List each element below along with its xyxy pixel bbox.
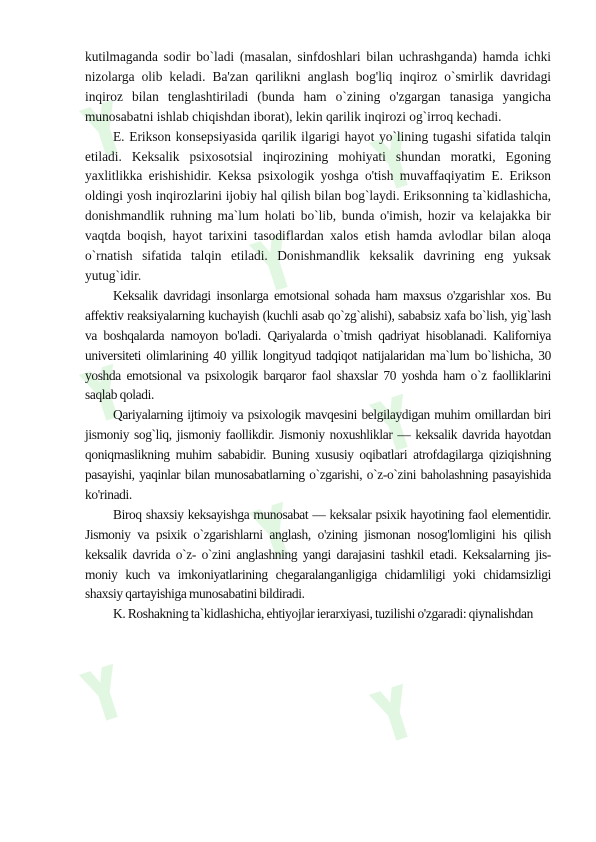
paragraph: Keksalik davridagi insonlarga emotsional sohada ham maxsus o'zgarishlar xos. Bu affektiv reaksiyalarning kuchayish (kuchli asab qo`zg`alishi), sababsiz xafa bo`lish, yig`lash va boshqalarda namoyon bo'ladi. Qariyalarda o`tmish qadriyat hisoblanadi. Kaliforniya universiteti olimlarining 40 yillik longityud tadqiqot natijalaridan ma`lum bo`lishicha, 30 yoshda emotsional va psixologik barqaror faol shaxslar 70 yoshda ham o`z faolliklarini saqlab qoladi. bbox=[85, 287, 551, 403]
watermark-icon bbox=[78, 660, 130, 728]
watermark-icon bbox=[368, 680, 420, 748]
paragraph: kutilmaganda sodir bo`ladi (masalan, sinfdoshlari bilan uchrashganda) hamda ichki nizolarga olib keladi. Ba'zan qarilikni anglash bog'liq inqiroz o`smirlik davridagi inqiroz bilan tenglashtiriladi (bunda ham o`zining o'zgargan tanasiga yangicha munosabatni ishlab chiqishdan iborat), lekin qarilik inqirozi og`irroq kechadi. bbox=[85, 49, 551, 124]
paragraph: E. Erikson konsepsiyasida qarilik ilgarigi hayot yo`lining tugashi sifatida talqin etiladi. Keksalik psixosotsial inqirozining mohiyati shundan moratki, Egoning yaxlitlikka erishishidir. Keksa psixologik yoshga o'tish muvaffaqiyatim E. Erikson oldingi yosh inqirozlarini ijobiy hal qilish bilan bog`laydi. Eriksonning ta`kidlashicha, donishmandlik ruhning ma`lum holati bo`lib, bunda o'imish, hozir va kelajakka bir vaqtda boqish, hayot tarixini tasodiflardan xalos etish hamda avlodlar bilan aloqa o`rnatish sifatida talqin etiladi. Donishmandlik keksalik davrining eng yuksak yutug`idir. bbox=[85, 128, 551, 283]
document-body bbox=[85, 47, 551, 624]
paragraph: Biroq shaxsiy keksayishga munosabat — keksalar psixik hayotining faol elementidir. Jismoniy va psixik o`zgarishlarni anglash, o'zining jismonan nosog'lomligini his qilish keksalik davrida o`z- o`zini anglashning yangi darajasini tashkil etadi. Keksalarning jis-moniy kuch va imkoniyatlarining chegaralanganligiga chidamliligi yoki chidamsizligi shaxsiy qartayishiga munosabatini bildiradi. bbox=[85, 506, 551, 602]
paragraph: Qariyalarning ijtimoiy va psixologik mavqesini belgilaydigan muhim omillardan biri jismoniy sog`liq, jismoniy faollikdir. Jismoniy noxushliklar — keksalik davrida hayotdan qoniqmaslikning muhim sababidir. Buning xususiy oqibatlari atrofdagilarga qiziqishning pasayishi, yaqinlar bilan munosabatlarning o`zgarishi, o`z-o`zini baholashning pasayishida ko'rinadi. bbox=[85, 407, 551, 502]
paragraph: K. Roshakning ta`kidlashicha, ehtiyojlar ierarxiyasi, tuzilishi o'zgaradi: qiynalishdan bbox=[113, 606, 533, 622]
